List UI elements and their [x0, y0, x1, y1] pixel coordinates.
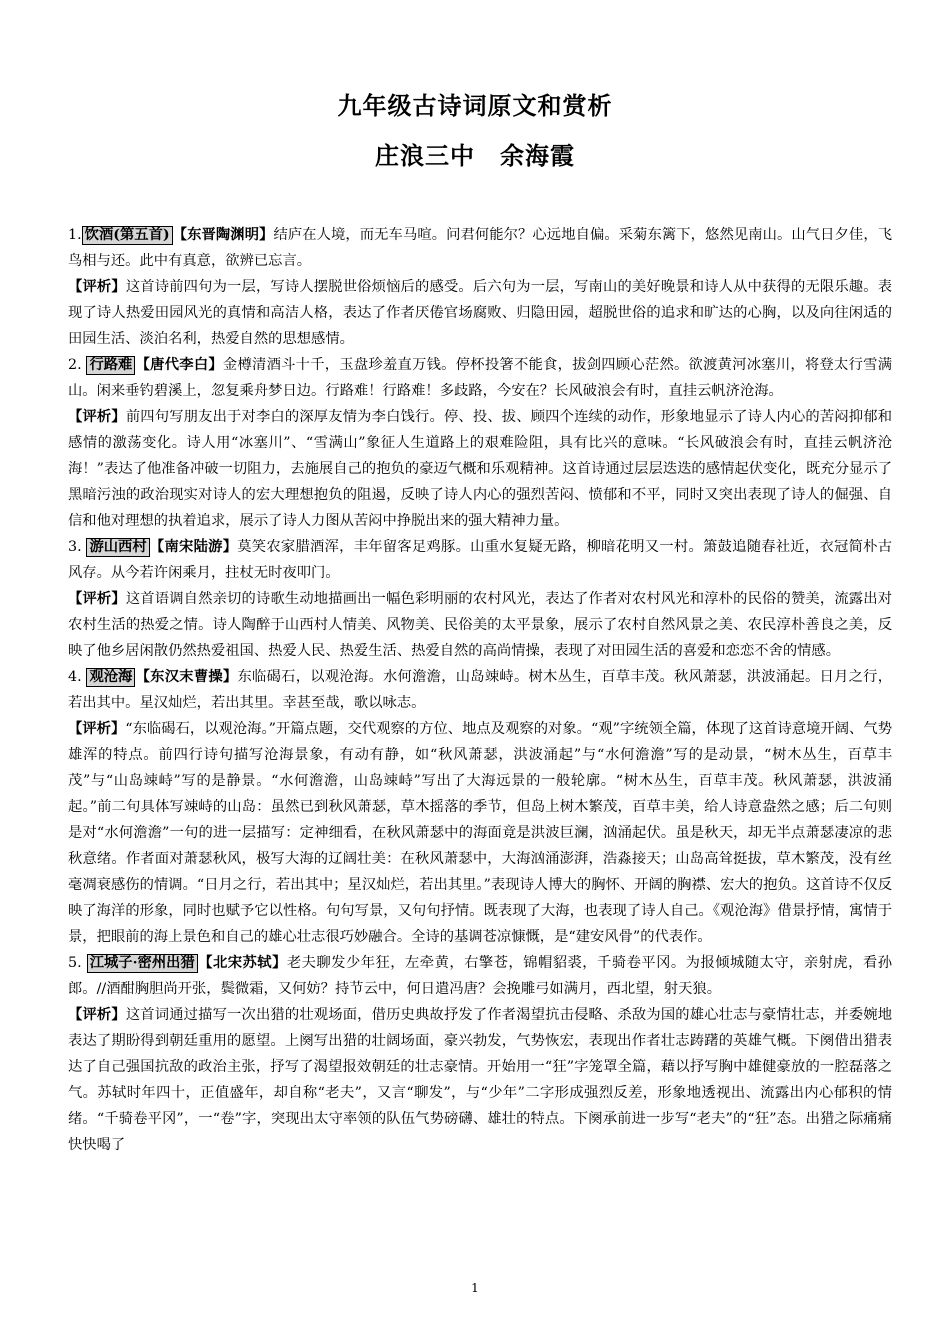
poem-comment	[68, 586, 892, 664]
poem-number: 4.	[68, 669, 82, 685]
poem-body: 结庐在人境，而无车马喧。问君何能尔？心远地自偏。采菊东篱下，悠然见南山。山气日夕佳，飞鸟相与还。此中有真意，欲辨已忘言。	[68, 227, 892, 269]
poem-comment	[68, 1002, 892, 1158]
comment-body: 前四句写朋友出于对李白的深厚友情为李白饯行。停、投、拔、顾四个连续的动作，形象地显示了诗人内心的苦闷抑郁和感情的激荡变化。诗人用“冰塞川”、“雪满山”象征人生道路上的艰难险阻，具有比兴的意味。“长风破浪会有时，直挂云帆济沧海！”表达了他准备冲破一切阻力，去施展自己的抱负的豪迈气概和乐观精神。这首诗通过层层迭迭的感情起伏变化，既充分显示了黑暗污浊的政治现实对诗人的宏大理想抱负的阻遏，反映了诗人内心的强烈苦闷、愤郁和不平，同时又突出表现了诗人的倔强、自信和他对理想的执着追求，展示了诗人力图从苦闷中挣脱出来的强大精神力量。	[68, 409, 893, 529]
comment-label: 【评析】	[68, 721, 126, 737]
poem-body: 金樽清酒斗十千，玉盘珍羞直万钱。停杯投箸不能食，拔剑四顾心茫然。欲渡黄河冰塞川，将登太行雪满山。闲来垂钓碧溪上，忽复乘舟梦日边。行路难！行路难！多歧路，今安在？长风破浪会有时，直挂云帆济沧海。	[68, 357, 893, 399]
document-body	[68, 222, 892, 1158]
poem-author: 【南宋陆游】	[149, 539, 238, 555]
poem-title: 江城子·密州出猎	[87, 954, 198, 973]
poem-body: 老夫聊发少年狂，左牵黄，右擎苍，锦帽貂裘，千骑卷平冈。为报倾城随太守，亲射虎，看孙郎。//酒酣胸胆尚开张，鬓微霜，又何妨？持节云中，何日遣冯唐？会挽雕弓如满月，西北望，射天狼。	[68, 955, 893, 997]
poem-author: 【东汉末曹操】	[135, 669, 238, 685]
comment-label: 【评析】	[68, 1007, 126, 1023]
poem-number: 1.	[68, 227, 82, 243]
poem-number: 2.	[68, 357, 82, 373]
comment-body: “东临碣石，以观沧海。”开篇点题，交代观察的方位、地点及观察的对象。“观”字统领全篇，体现了这首诗意境开阔、气势雄浑的特点。前四行诗句描写沧海景象，有动有静，如“秋风萧瑟，洪波涌起”与“水何澹澹”写的是动景，“树木丛生，百草丰茂”与“山岛竦峙”写的是静景。“水何澹澹，山岛竦峙”写出了大海远景的一般轮廓。“树木丛生，百草丰茂。秋风萧瑟，洪波涌起。”前二句具体写竦峙的山岛：虽然已到秋风萧瑟，草木摇落的季节，但岛上树木繁茂，百草丰美，给人诗意盎然之感；后二句则是对“水何澹澹”一句的进一层描写：定神细看，在秋风萧瑟中的海面竟是洪波巨澜，汹涌起伏。虽是秋天，却无半点萧瑟凄凉的悲秋意绪。作者面对萧瑟秋风，极写大海的辽阔壮美：在秋风萧瑟中，大海汹涌澎湃，浩淼接天；山岛高耸挺拔，草木繁茂，没有丝毫凋衰感伤的情调。“日月之行，若出其中；星汉灿烂，若出其里。”表现诗人博大的胸怀、开阔的胸襟、宏大的抱负。这首诗不仅反映了海洋的形象，同时也赋予它以性格。句句写景，又句句抒情。既表现了大海，也表现了诗人自己。《观沧海》借景抒情，寓情于景，把眼前的海上景色和自己的雄心壮志很巧妙融合。全诗的基调苍凉慷慨，是“建安风骨”的代表作。	[68, 721, 892, 945]
document-title: 九年级古诗词原文和赏析	[337, 91, 613, 120]
poem-text	[68, 352, 892, 404]
comment-body: 这首词通过描写一次出猎的壮观场面，借历史典故抒发了作者渴望抗击侵略、杀敌为国的雄心壮志与豪情壮志，并委婉地表达了期盼得到朝廷重用的愿望。上阕写出猎的壮阔场面，豪兴勃发，气势恢宏，表现出作者壮志踌躇的英雄气概。下阕借出猎表达了自己强国抗敌的政治主张，抒写了渴望报效朝廷的壮志豪情。开始用一“狂”字笼罩全篇，藉以抒写胸中雄健豪放的一腔磊落之气。苏轼时年四十，正值盛年，却自称“老夫”，又言“聊发”，与“少年”二字形成强烈反差，形象地透视出、流露出内心郁积的情绪。“千骑卷平冈”，一“卷”字，突现出太守率领的队伍气势磅礴、雄壮的特点。下阕承前进一步写“老夫”的“狂”态。出猎之际痛痛快快喝了	[68, 1007, 893, 1153]
poem-author: 【东晋陶渊明】	[172, 227, 274, 243]
poem-text	[68, 664, 892, 716]
poem-text	[68, 222, 892, 274]
author-line: 庄浪三中 余海霞	[375, 141, 575, 170]
poem-number: 3.	[68, 539, 82, 555]
poem-author: 【北宋苏轼】	[197, 955, 287, 971]
poem-comment	[68, 404, 892, 534]
poem-title: 游山西村	[86, 538, 149, 557]
comment-label: 【评析】	[68, 409, 126, 425]
comment-label: 【评析】	[68, 279, 126, 295]
poem-body: 东临碣石，以观沧海。水何澹澹，山岛竦峙。树木丛生，百草丰茂。秋风萧瑟，洪波涌起。日月之行，若出其中。星汉灿烂，若出其里。幸甚至哉，歌以咏志。	[68, 669, 893, 711]
poem-title: 饮酒(第五首)	[82, 226, 173, 245]
poem-title: 观沧海	[86, 668, 135, 687]
comment-body: 这首诗前四句为一层，写诗人摆脱世俗烦恼后的感受。后六句为一层，写南山的美好晚景和诗人从中获得的无限乐趣。表现了诗人热爱田园风光的真情和高洁人格，表达了作者厌倦官场腐败、归隐田园，超脱世俗的追求和旷达的心胸，以及向往闲适的田园生活、淡泊名利，热爱自然的思想感情。	[68, 279, 893, 347]
poem-text	[68, 534, 892, 586]
poem-number: 5.	[68, 955, 82, 971]
comment-label: 【评析】	[68, 591, 126, 607]
poem-text	[68, 950, 892, 1002]
page-number: 1	[471, 1281, 479, 1295]
poem-comment	[68, 716, 892, 950]
comment-body: 这首语调自然亲切的诗歌生动地描画出一幅色彩明丽的农村风光，表达了作者对农村风光和淳朴的民俗的赞美，流露出对农村生活的热爱之情。诗人陶醉于山西村人情美、风物美、民俗美的太平景象，展示了农村自然风景之美、农民淳朴善良之美，反映了他乡居闲散仍然热爱祖国、热爱人民、热爱生活、热爱自然的高尚情操，表现了对田园生活的喜爱和恋恋不舍的情感。	[68, 591, 893, 659]
poem-author: 【唐代李白】	[135, 357, 223, 373]
poem-body: 莫笑农家腊酒浑，丰年留客足鸡豚。山重水复疑无路，柳暗花明又一村。箫鼓追随春社近，衣冠简朴古风存。从今若许闲乘月，拄杖无时夜叩门。	[68, 539, 893, 581]
poem-comment	[68, 274, 892, 352]
poem-title: 行路难	[86, 356, 135, 375]
